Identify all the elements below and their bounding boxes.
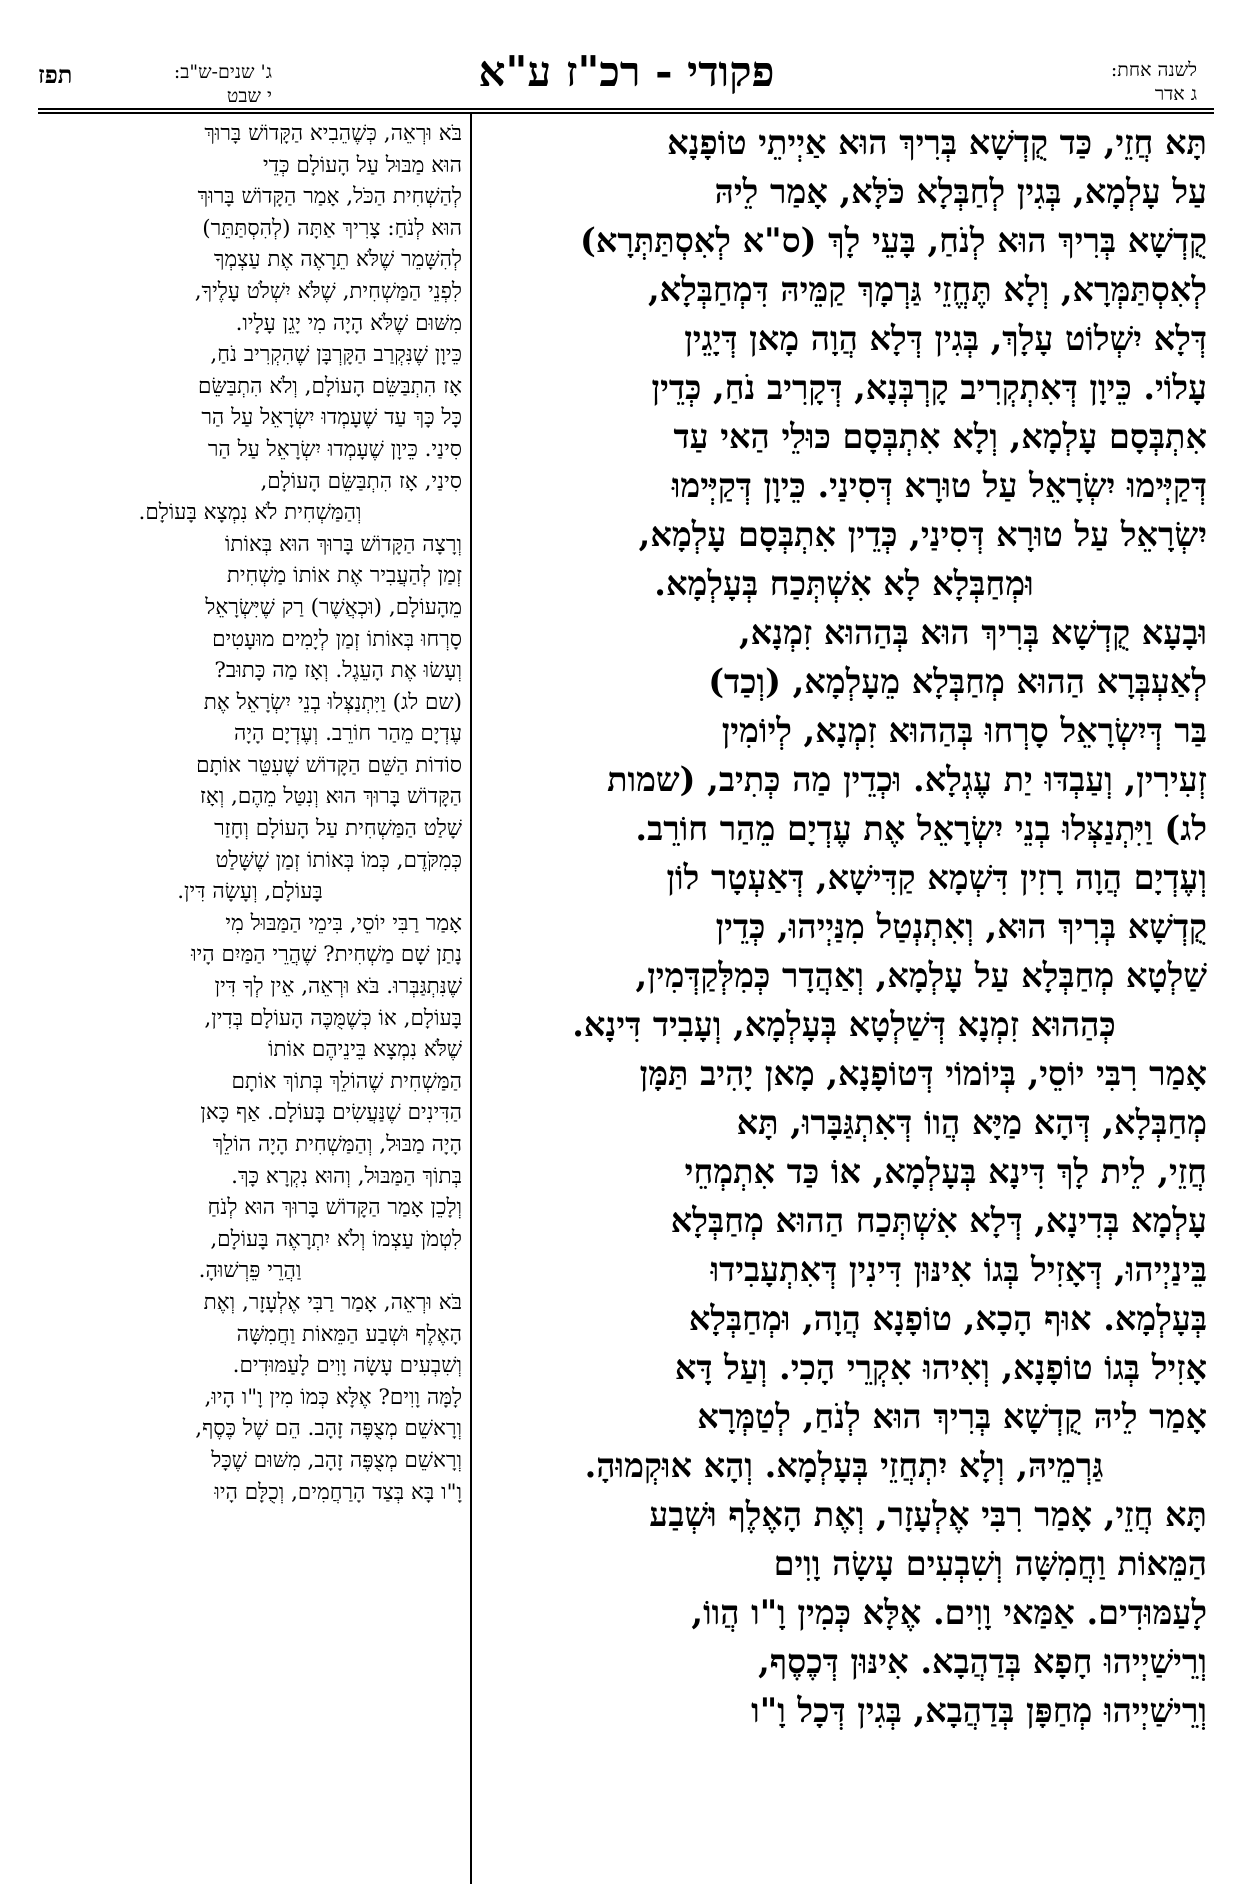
commentary-line: הוּא לְנֹחַ: צָרִיךְ אַתָּה (לְהִסְתַּתֵּר) [202,215,462,241]
commentary-line: לִפְנֵי הַמַּשְׁחִית, שֶׁלֹּא יִשְׁלֹט עָלֶיךָ, [194,278,462,304]
commentary-line: וְרָצָה הַקָּדוֹשׁ בָּרוּךְ הוּא בְּאוֹתוֹ [224,531,462,557]
commentary-line: לִטְמֹן עַצְמוֹ וְלֹא יִתְרָאֶה בָּעוֹלָם, [210,1226,462,1252]
main-text-line: וְעֶדְיָם הֲוָה רָזִין דִּשְׁמָא קַדִּישָׁא, דְּאַעְטָר לוֹן [666,858,1207,897]
commentary-line: סוֹדוֹת הַשֵּׁם הַקָּדוֹשׁ שֶׁעִטֵּר אוֹתָם [196,752,462,778]
header-left-line2: י שבט [226,85,272,107]
main-text-line: לָעַמּוּדִים. אַמַּאי וָוִים. אֶלָּא כְּמִין וָ"ו הֲווֹ, [691,1593,1207,1632]
commentary-line: וְרָאשֵׁם מְצֻפֶּה זָהָב. הֵם שֶׁל כֶּסֶף, [195,1416,462,1442]
header-rule-2 [38,112,1214,114]
commentary-line: הַדִּינִים שֶׁנַּעֲשִׂים בָּעוֹלָם. אַף כָּאן [200,1100,462,1126]
main-text-line: זְעִירִין, וְעַבְדּוּ יַת עֶגְלָא. וּכְדֵין מַה כְּתִיב, (שמות [607,760,1207,799]
commentary-line: כְּמִקֹּדֶם, כְּמוֹ בְּאוֹתוֹ זְמַן שֶׁשָּׁלַט [215,847,462,873]
commentary-line: מִשּׁוּם שֶׁלֹּא הָיָה מִי יָגֵן עָלָיו. [235,310,462,336]
main-text-line: בְּעָלְמָא. אוּף הָכָא, טוֹפָנָא הֲוָה, וּמְחַבְּלָא [688,1299,1207,1338]
commentary-line: זְמַן לְהַעֲבִיר אֶת אוֹתוֹ מַשְׁחִית [226,563,462,589]
commentary-line: (שם לג) וַיִּתְנַצְּלוּ בְנֵי יִשְׂרָאֵל אֶת [203,689,462,715]
main-text-line: הַמֵּאוֹת וַחֲמִשָּׁה וְשִׁבְעִים עָשָׂה וָוִים [773,1544,1207,1583]
commentary-line: כֵּיוָן שֶׁנִּקְרַב הַקָּרְבָּן שֶׁהִקְרִיב נֹחַ, [210,342,462,368]
header-rule [38,108,1214,110]
commentary-line: מֵהָעוֹלָם, (וּכְאֲשֶׁר) רַק שֶׁיִּשְׂרָאֵל [205,594,462,620]
commentary-line: סִינַי. כֵּיוָן שֶׁעָמְדוּ יִשְׂרָאֵל עַל הַר [207,436,462,462]
main-text-line: אָזִיל בְּגוֹ טוֹפָנָא, וְאִיהוּ אִקְרֵי הָכִי. וְעַל דָּא [674,1348,1207,1387]
commentary-line: אָמַר רַבִּי יוֹסֵי, בִּימֵי הַמַּבּוּל מִי [225,910,462,936]
commentary-line: הָאֶלֶף וּשְׁבַע הַמֵּאוֹת וַחֲמִשָּׁה [236,1321,462,1347]
main-text-line: בֵּינַיְיהוּ, דְּאָזִיל בְּגוֹ אִינּוּן דִּינִין דְּאִתְעָבִידוּ [710,1250,1207,1289]
commentary-line: בָּעוֹלָם, אוֹ כְּשֶׁמֻּכֶּה הָעוֹלָם בְּדִין, [204,1005,462,1031]
main-text-line: יִשְׂרָאֵל עַל טוּרָא דְּסִינַי, כְּדֵין אִתְבְּסָם עָלְמָא, [638,515,1207,554]
commentary-line: שָׁלַט הַמַּשְׁחִית עַל הָעוֹלָם וְחָזַר [214,816,462,842]
main-text-line: וּבָעָא קֻדְשָׁא בְּרִיךְ הוּא בְּהַהוּא זִמְנָא, [739,613,1207,652]
commentary-line: הָיָה מַבּוּל, וְהַמַּשְׁחִית הָיָה הוֹלֵךְ [212,1132,462,1157]
commentary-line: וָ"ו בָּא בְּצַד הָרַחֲמִים, וְכֻלָּם הָיוּ [214,1479,462,1505]
commentary-line: הוּא מַבּוּל עַל הָעוֹלָם כְּדֵי [263,152,462,178]
commentary-column [38,118,462,1508]
commentary-line: בְּתוֹךְ הַמַּבּוּל, וְהוּא נִקְרָא כָּךְ. [231,1163,462,1189]
main-text-line: אָמַר רִבִּי יוֹסֵי, בְּיוֹמוֹי דְּטוֹפָנָא, מָאן יָהִיב תַּמָּן [639,1054,1207,1093]
main-text-line: אִתְבְּסָם עָלְמָא, וְלָא אִתְבְּסָם כּוּלֵי הַאי עַד [673,417,1207,456]
commentary-line: הַמַּשְׁחִית שֶׁהוֹלֵךְ בְּתוֹךְ אוֹתָם [231,1068,462,1094]
main-text-line: כְּהַהוּא זִמְנָא דְּשַׁלְטָא בְּעָלְמָא, וְעָבִיד דִּינָא. [572,1005,1116,1044]
commentary-line: נָתַן שָׁם מַשְׁחִית? שֶׁהֲרֵי הַמַּיִם הָיוּ [191,942,462,968]
main-text-line: עָלוֹי. כֵּיוָן דְּאִתְקְרִיב קָרְבְּנָא, דְּקָרִיב נֹחַ, כְּדֵין [651,368,1207,407]
commentary-line: בֹּא וּרְאֵה, אָמַר רַבִּי אֶלְעָזָר, וְאֶת [203,1289,462,1315]
commentary-line: שֶׁנִּתְגַּבְּרוּ. בֹּא וּרְאֵה, אֵין לְךָ דִּין [214,974,462,1000]
main-text-line: דְּלָא יִשְׁלוֹט עָלָךְ, בְּגִין דְּלָא הֲוָה מָאן דְּיָגֵין [684,319,1207,358]
main-text-line: דְּקַיְּימוּ יִשְׂרָאֵל עַל טוּרָא דְּסִינַי. כֵּיוָן דְּקַיְּימוּ [671,466,1207,505]
commentary-line: הַקָּדוֹשׁ בָּרוּךְ הוּא וְנִטַּל מֵהֶם, וְאָז [199,784,462,810]
main-text-line: בַּר דְּיִשְׂרָאֵל סָרְחוּ בְּהַהוּא זִמְנָא, לְיוֹמִין [721,711,1207,750]
commentary-line: לְהַשְׁחִית הַכֹּל, אָמַר הַקָּדוֹשׁ בָּרוּךְ [197,184,462,210]
commentary-line: אָז הִתְבַּשֵּׂם הָעוֹלָם, וְלֹא הִתְבַּשֵּׂם [198,373,462,399]
column-divider [470,112,472,1884]
main-text-line: עַל עָלְמָא, בְּגִין לְחַבְּלָא כֹּלָּא, אָמַר לֵיהּ [714,172,1207,211]
commentary-line: וְהַמַּשְׁחִית לֹא נִמְצָא בָּעוֹלָם. [138,500,362,526]
header-right-line2: ג אדר [1154,83,1197,105]
commentary-line: בֹּא וּרְאֵה, כְּשֶׁהֵבִיא הַקָּדוֹשׁ בָּרוּךְ [204,121,462,146]
commentary-line: שֶׁלֹּא נִמְצָא בֵּינֵיהֶם אוֹתוֹ [267,1037,462,1063]
header-right-line1: לשנה אחת: [1110,59,1197,81]
commentary-line: וְלָכֵן אָמַר הַקָּדוֹשׁ בָּרוּךְ הוּא לְנֹחַ [207,1195,462,1221]
page-number: תפז [38,60,73,89]
main-text-line: לְאִסְתַּמְּרָא, וְלָא תֶּחֱזֵי גַּרְמָךְ קַמֵּיהּ דִּמְחַבְּלָא, [647,270,1207,309]
commentary-line: סִינַי, אָז הִתְבַּשֵּׂם הָעוֹלָם, [260,468,462,494]
commentary-line: וְרָאשֵׁם מְצֻפֶּה זָהָב, מִשּׁוּם שֶׁכָּל [211,1447,462,1473]
header-left-line1: ג' שנים-ש"ב: [173,61,272,83]
main-text-column [481,118,1207,1735]
commentary-line: לְהִשָּׁמֵר שֶׁלֹּא תֵרָאֶה אֶת עַצְמְךָ [213,247,462,273]
main-text-line: וְרֵישַׁיְיהוּ חָפָא בְּדַהֲבָא. אִינּוּן דְּכֶסֶף, [758,1642,1207,1681]
commentary-line: כָּל כָּךְ עַד שֶׁעָמְדוּ יִשְׂרָאֵל עַל הַר [201,405,462,431]
main-text-line: קֻדְשָׁא בְּרִיךְ הוּא לְנֹחַ, בָּעֵי לָךְ (ס"א לְאִסְתַּתְּרָא) [580,221,1207,260]
commentary-line: סָרְחוּ בְּאוֹתוֹ זְמַן לְיָמִים מוּעָטִים [212,626,462,652]
commentary-line: בָּעוֹלָם, וְעָשָׂה דִּין. [177,879,323,905]
main-text-line: תָּא חֲזֵי, כַּד קֻדְשָׁא בְּרִיךְ הוּא אַיְיתֵי טוֹפָנָא [667,123,1207,162]
main-text-line: לְאַעְבְּרָא הַהוּא מְחַבְּלָא מֵעָלְמָא, (וְכַד) [708,662,1207,701]
main-text-line: גַּרְמֵיהּ, וְלָא יִתְחֲזֵי בְּעָלְמָא. וְהָא אוּקְמוּהָ. [584,1446,1104,1485]
commentary-line: וְשִׁבְעִים עָשָׂה וָוִים לָעַמּוּדִים. [232,1353,462,1379]
main-text-line: חֲזֵי, לֵית לָךְ דִּינָא בְּעָלְמָא, אוֹ כַּד אִתְמְחֵי [684,1152,1207,1191]
main-text-line: מְחַבְּלָא, דְּהָא מַיָּא הֲווֹ דְּאִתְגַּבָּרוּ, תָּא [736,1103,1207,1142]
main-text-line: אָמַר לֵיהּ קֻדְשָׁא בְּרִיךְ הוּא לְנֹחַ, לְטַמְּרָא [697,1397,1207,1436]
main-text-line: תָּא חֲזֵי, אָמַר רִבִּי אֶלְעָזָר, וְאֶת הָאֶלֶף וּשְׁבַע [649,1495,1207,1534]
main-text-line: לג) וַיִּתְנַצְּלוּ בְנֵי יִשְׂרָאֵל אֶת עֶדְיָם מֵהַר חוֹרֵב. [635,809,1207,848]
main-text-line: וּמְחַבְּלָא לָא אִשְׁתְּכַח בְּעָלְמָא. [654,564,1034,603]
commentary-line: עֶדְיָם מֵהַר חוֹרֵב. וְעֶדְיָם הָיָה [234,721,462,747]
main-text-line: עָלְמָא בְּדִינָא, דְּלָא אִשְׁתְּכַח הַהוּא מְחַבְּלָא [670,1201,1207,1240]
commentary-line: וַהֲרֵי פֵּרְשׁוּהָ. [198,1258,302,1284]
main-text-line: וְרֵישַׁיְיהוּ מְחַפָּן בְּדַהֲבָא, בְּגִין דְּכָל וָ"ו [751,1691,1207,1730]
commentary-line: וְעָשׂוּ אֶת הָעֵגֶל. וְאָז מַה כָּתוּב? [214,658,462,684]
page-title: פקודי - רכ"ז ע"א [478,47,775,96]
main-text-line: שַׁלְטָא מְחַבְּלָא עַל עָלְמָא, וְאַהֲדָר כְּמִלְּקַדְּמִין, [635,956,1207,995]
header-left [112,60,272,108]
main-text-line: קֻדְשָׁא בְּרִיךְ הוּא, וְאִתְנְטַל מִנַּיְיהוּ, כְּדֵין [715,907,1207,946]
commentary-line: לָמָּה וָוִים? אֶלָּא כְּמוֹ מִין וָ"ו הָיוּ, [204,1384,462,1410]
